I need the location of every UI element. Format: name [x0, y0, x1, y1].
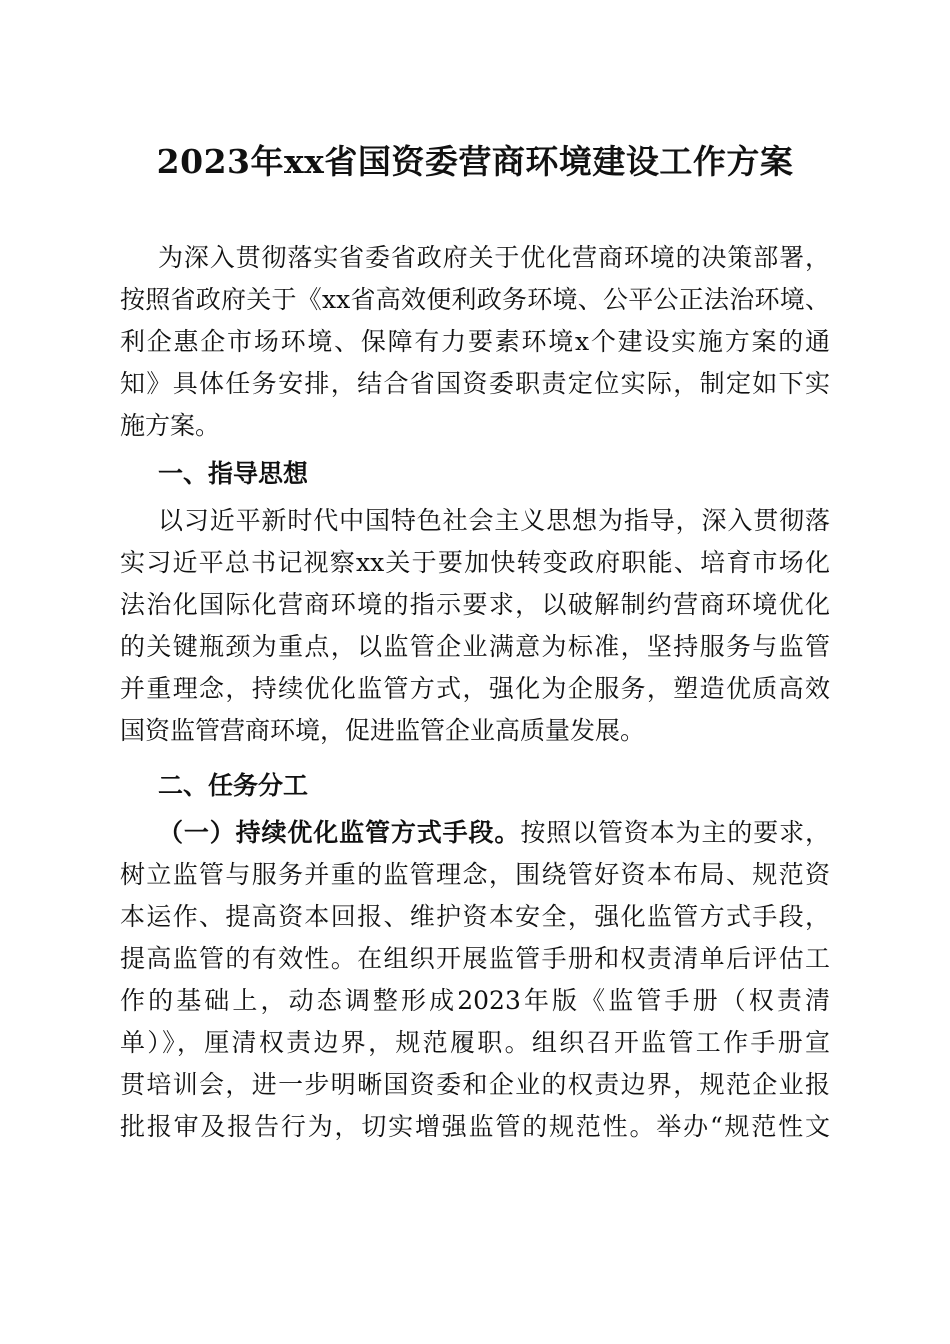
section1-line-1: 以习近平新时代中国特色社会主义思想为指导，深入贯彻落	[158, 506, 830, 535]
intro-line-4: 知》具体任务安排，结合省国资委职责定位实际，制定如下实	[120, 369, 830, 398]
section-heading-guiding-ideology: 一、指导思想	[158, 459, 309, 488]
section2-line-4: 提高监管的有效性。在组织开展监管手册和权责清单后评估工	[120, 944, 830, 973]
intro-line-1: 为深入贯彻落实省委省政府关于优化营商环境的决策部署，	[158, 243, 830, 272]
section-heading-task-division: 二、任务分工	[158, 771, 309, 800]
intro-line-5: 施方案。	[120, 411, 221, 440]
section2-line-5: 作的基础上，动态调整形成2023年版《监管手册（权责清	[120, 986, 830, 1015]
subsection-first-line-rest: 按照以管资本为主的要求，	[520, 818, 830, 847]
section1-line-5: 并重理念，持续优化监管方式，强化为企服务，塑造优质高效	[120, 674, 830, 703]
section1-line-2: 实习近平总书记视察xx关于要加快转变政府职能、培育市场化	[120, 548, 830, 577]
section2-line-6: 单）》，厘清权责边界，规范履职。组织召开监管工作手册宣	[120, 1028, 830, 1057]
section2-line-2: 树立监管与服务并重的监管理念，围绕管好资本布局、规范资	[120, 860, 830, 889]
intro-line-2: 按照省政府关于《xx省高效便利政务环境、公平公正法治环境、	[120, 285, 830, 314]
section2-line-8: 批报审及报告行为，切实增强监管的规范性。举办“规范性文	[120, 1112, 830, 1141]
section1-line-6: 国资监管营商环境，促进监管企业高质量发展。	[120, 716, 646, 745]
section2-line-3: 本运作、提高资本回报、维护资本安全，强化监管方式手段，	[120, 902, 830, 931]
section2-line-1	[158, 812, 830, 854]
section1-line-3: 法治化国际化营商环境的指示要求，以破解制约营商环境优化	[120, 590, 830, 619]
document-title: 2023年xx省国资委营商环境建设工作方案	[156, 142, 794, 181]
section2-line-7: 贯培训会，进一步明晰国资委和企业的权责边界，规范企业报	[120, 1070, 830, 1099]
intro-line-3: 利企惠企市场环境、保障有力要素环境x个建设实施方案的通	[120, 327, 830, 356]
section1-line-4: 的关键瓶颈为重点，以监管企业满意为标准，坚持服务与监管	[120, 632, 830, 661]
subsection-title: （一）持续优化监管方式手段。	[158, 818, 521, 847]
